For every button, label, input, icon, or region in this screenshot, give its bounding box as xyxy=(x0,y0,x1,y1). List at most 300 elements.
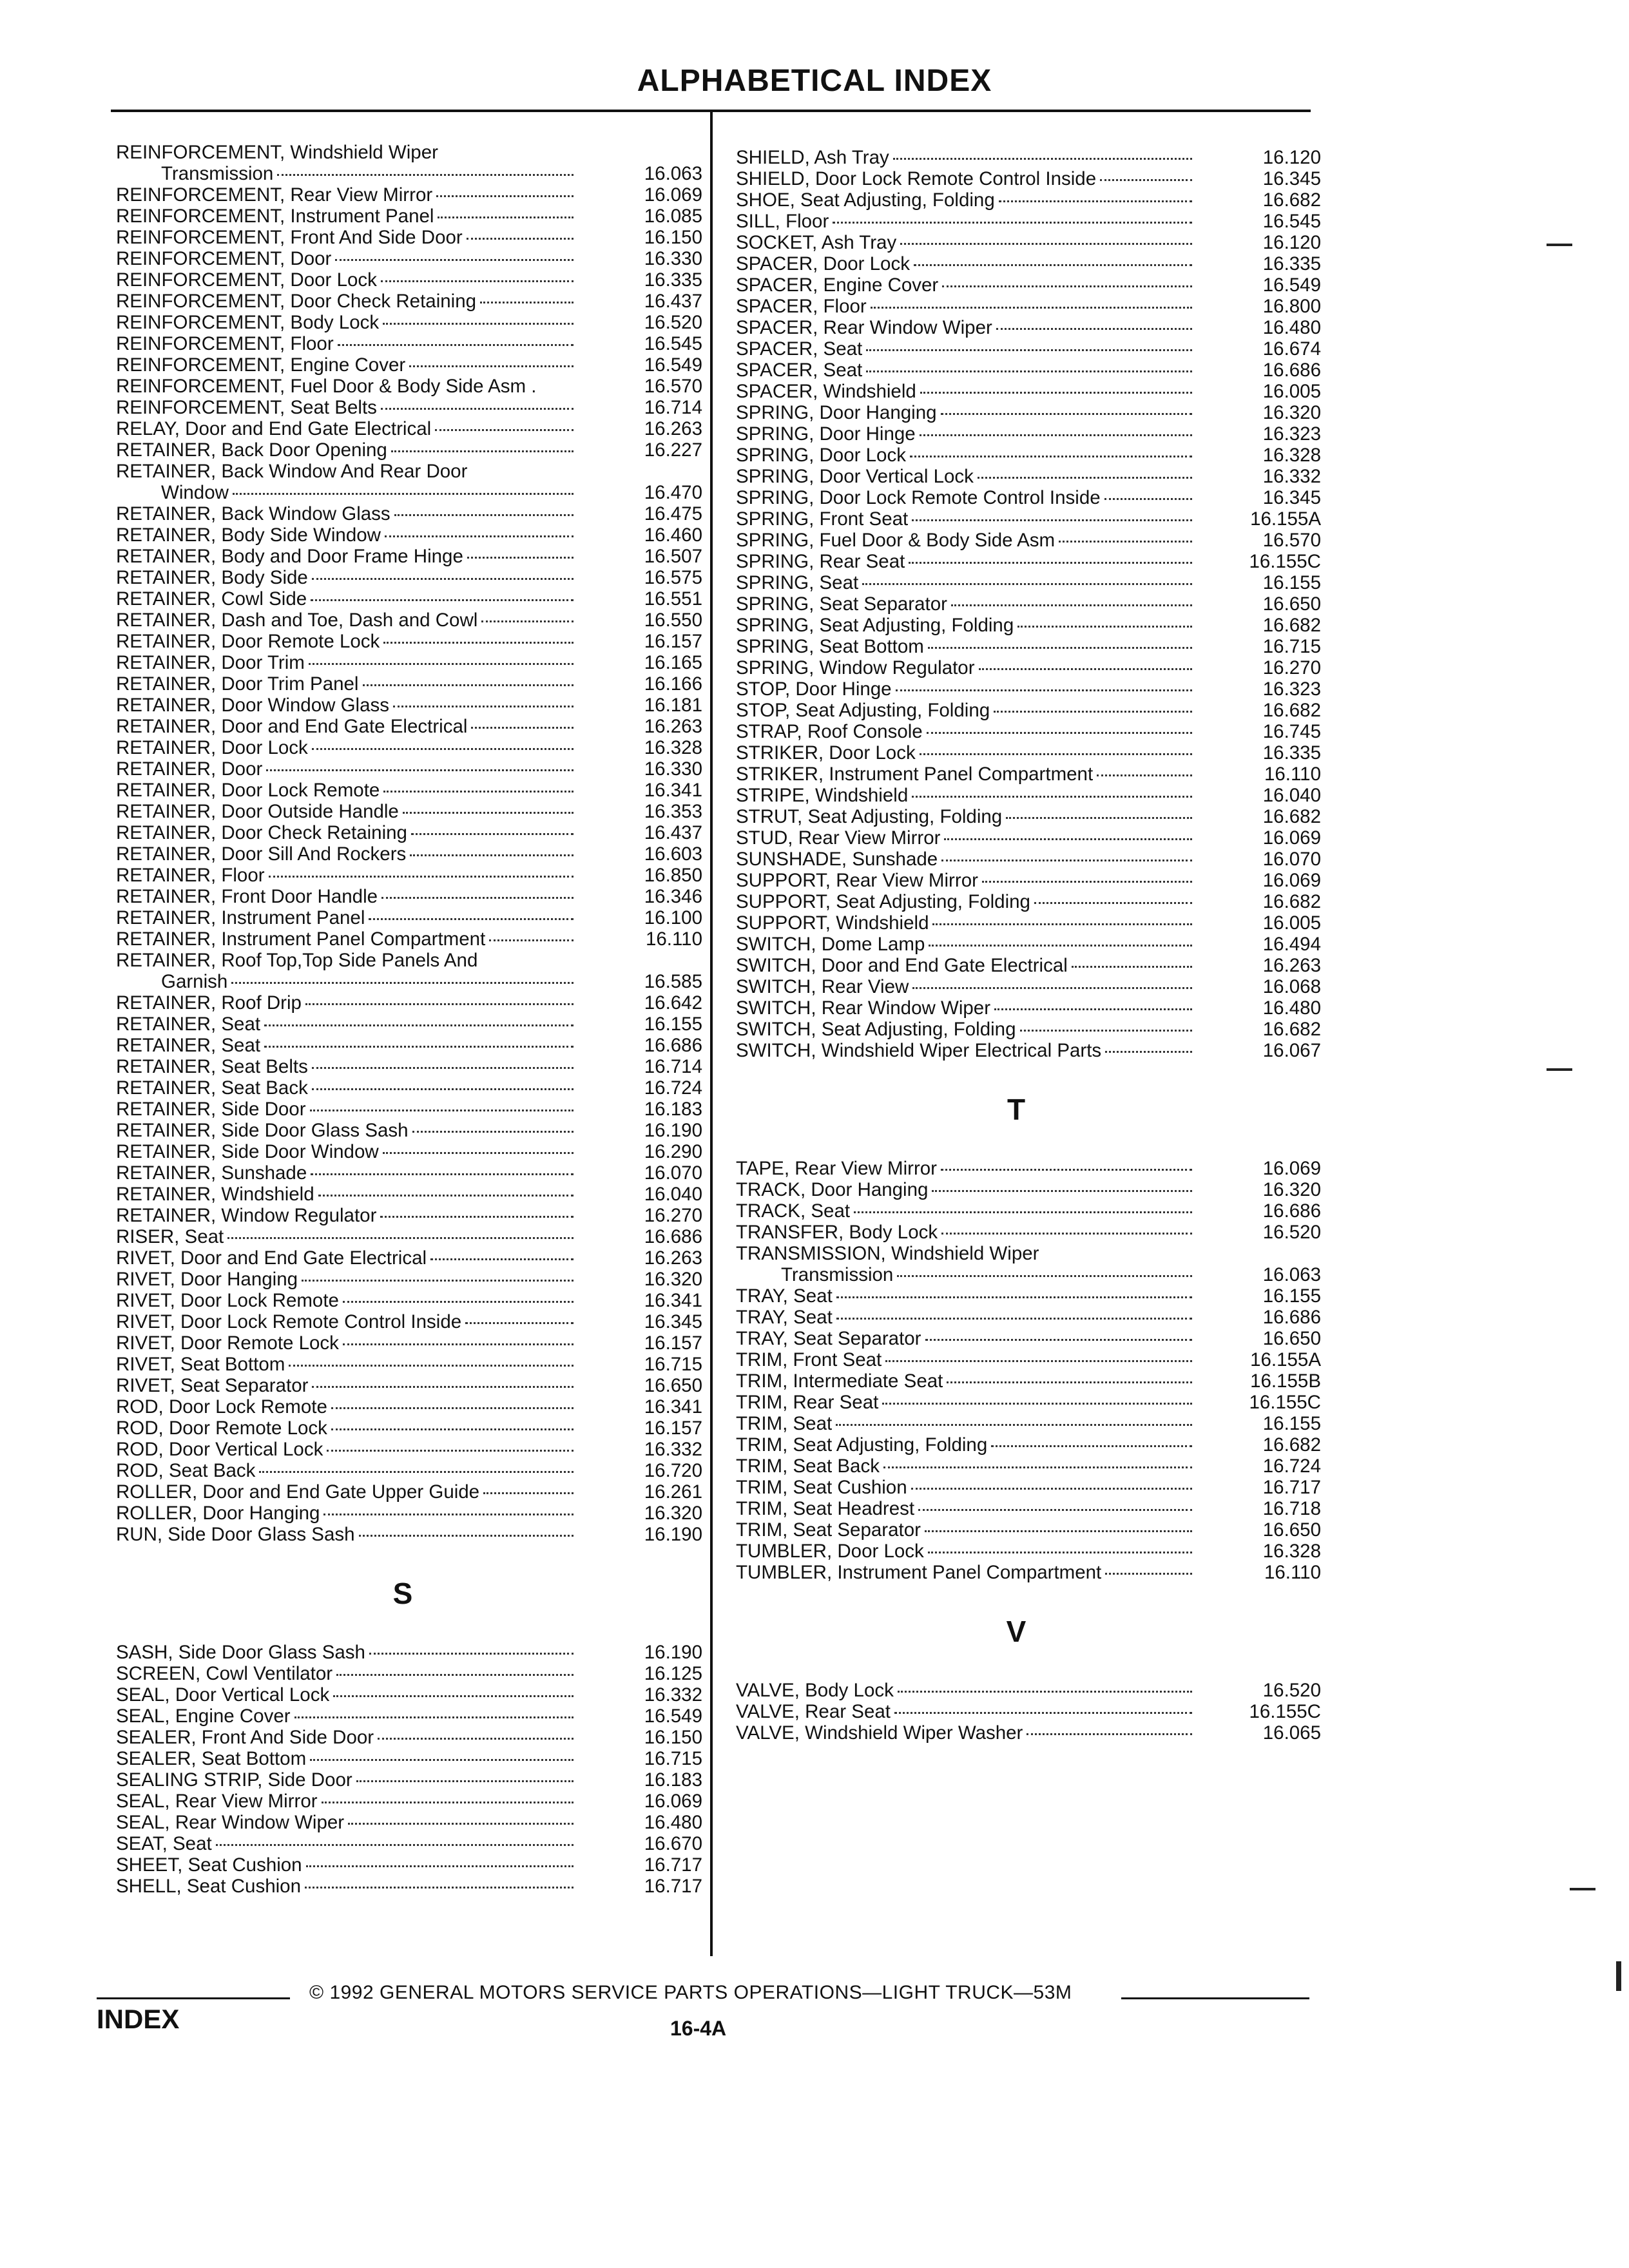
entry-name: SHIELD, Ash Tray xyxy=(736,147,889,168)
leader-dots xyxy=(897,1275,1192,1277)
index-entry xyxy=(736,1456,1321,1477)
index-entry xyxy=(736,1222,1321,1243)
entry-name: REINFORCEMENT, Front And Side Door xyxy=(116,227,463,248)
index-entry xyxy=(736,912,1321,934)
entry-name: ROD, Door Lock Remote xyxy=(116,1396,327,1418)
index-entry xyxy=(736,891,1321,912)
entry-page-ref: 16.585 xyxy=(644,971,702,992)
index-entry xyxy=(116,1332,702,1354)
footer-copyright: © 1992 GENERAL MOTORS SERVICE PARTS OPERATIONS—LIGHT TRUCK—53M xyxy=(309,1982,1072,2003)
leader-dots xyxy=(369,1653,574,1655)
entry-page-ref: 16.166 xyxy=(644,673,702,695)
entry-name: RETAINER, Seat xyxy=(116,1035,261,1056)
index-entry xyxy=(116,524,702,546)
footer-rule-left xyxy=(97,1997,290,1999)
leader-dots xyxy=(294,1716,574,1718)
entry-name: RISER, Seat xyxy=(116,1226,224,1247)
index-entry xyxy=(116,928,702,950)
entry-name: SPRING, Door Vertical Lock xyxy=(736,466,974,487)
entry-name: SCREEN, Cowl Ventilator xyxy=(116,1663,333,1684)
entry-page-ref: 16.335 xyxy=(1262,742,1321,764)
entry-name: REINFORCEMENT, Windshield Wiper xyxy=(116,142,438,163)
entry-name: SPRING, Seat xyxy=(736,572,859,593)
entry-page-ref: 16.682 xyxy=(1262,806,1321,827)
entry-page-ref: 16.040 xyxy=(644,1184,702,1205)
index-entry xyxy=(736,1158,1321,1179)
leader-dots xyxy=(277,174,574,176)
entry-page-ref: 16.069 xyxy=(644,184,702,206)
index-entry xyxy=(736,1019,1321,1040)
leader-dots xyxy=(269,876,574,878)
entry-page-ref: 16.165 xyxy=(644,652,702,673)
leader-dots xyxy=(309,663,574,665)
leader-dots xyxy=(1105,1573,1192,1575)
entry-page-ref: 16.674 xyxy=(1262,338,1321,360)
index-entry xyxy=(736,296,1321,317)
entry-page-ref: 16.155C xyxy=(1249,1701,1321,1722)
leader-dots xyxy=(947,1381,1192,1383)
leader-dots xyxy=(394,514,574,516)
index-entry xyxy=(116,801,702,822)
index-entry xyxy=(116,567,702,588)
leader-dots xyxy=(227,1237,574,1239)
entry-name: Transmission xyxy=(781,1264,894,1285)
index-entry xyxy=(736,1285,1321,1307)
entry-name: SPRING, Front Seat xyxy=(736,508,909,530)
entry-page-ref: 16.682 xyxy=(1262,1434,1321,1456)
entry-name: RETAINER, Dash and Toe, Dash and Cowl xyxy=(116,610,478,631)
leader-dots xyxy=(312,1386,574,1388)
entry-page-ref: 16.603 xyxy=(644,843,702,865)
leader-dots xyxy=(412,1131,574,1133)
index-entry xyxy=(116,950,580,971)
entry-name: SHEET, Seat Cushion xyxy=(116,1854,302,1876)
index-entry xyxy=(736,870,1321,891)
entry-name: VALVE, Windshield Wiper Washer xyxy=(736,1722,1023,1744)
leader-dots xyxy=(871,307,1192,309)
entry-name: SUNSHADE, Sunshade xyxy=(736,849,938,870)
leader-dots xyxy=(438,216,574,218)
entry-name: SPRING, Window Regulator xyxy=(736,657,975,678)
index-entry xyxy=(116,822,702,843)
footer-section-label: INDEX xyxy=(97,2004,180,2034)
index-entry xyxy=(116,1141,702,1162)
leader-dots xyxy=(380,1216,574,1218)
leader-dots xyxy=(289,1365,574,1367)
entry-page-ref: 16.155 xyxy=(644,1014,702,1035)
entry-name: RETAINER, Door Remote Lock xyxy=(116,631,380,652)
entry-name: SEALER, Front And Side Door xyxy=(116,1727,374,1748)
entry-name: SPACER, Rear Window Wiper xyxy=(736,317,992,338)
entry-page-ref: 16.682 xyxy=(1262,1019,1321,1040)
index-entry xyxy=(736,530,1321,551)
entry-name: STRIKER, Instrument Panel Compartment xyxy=(736,764,1094,785)
entry-page-ref: 16.460 xyxy=(644,524,702,546)
leader-dots xyxy=(910,456,1192,457)
index-entry xyxy=(736,168,1321,189)
entry-name: RETAINER, Body Side Window xyxy=(116,524,381,546)
entry-name: SUPPORT, Windshield xyxy=(736,912,929,934)
index-entry xyxy=(116,716,702,737)
entry-name: TRIM, Seat Back xyxy=(736,1456,880,1477)
entry-page-ref: 16.682 xyxy=(1262,891,1321,912)
entry-name: RETAINER, Door Trim Panel xyxy=(116,673,359,695)
entry-name: RETAINER, Door Check Retaining xyxy=(116,822,407,843)
index-entry xyxy=(116,397,702,418)
entry-page-ref: 16.549 xyxy=(1262,274,1321,296)
entry-page-ref: 16.437 xyxy=(644,822,702,843)
entry-page-ref: 16.270 xyxy=(1262,657,1321,678)
entry-name: SPRING, Seat Bottom xyxy=(736,636,924,657)
index-entry xyxy=(116,439,702,461)
index-entry xyxy=(116,1247,702,1269)
entry-page-ref: 16.437 xyxy=(644,291,702,312)
index-entry xyxy=(116,907,702,928)
entry-page-ref: 16.125 xyxy=(644,1663,702,1684)
leader-dots xyxy=(403,812,574,814)
leader-dots xyxy=(927,732,1192,734)
index-entry xyxy=(116,418,702,439)
leader-dots xyxy=(944,838,1192,840)
index-entry xyxy=(116,1014,702,1035)
index-entry xyxy=(736,551,1321,572)
entry-name: RETAINER, Roof Drip xyxy=(116,992,302,1014)
entry-page-ref: 16.150 xyxy=(644,1727,702,1748)
entry-name: SOCKET, Ash Tray xyxy=(736,232,897,253)
index-entry xyxy=(736,402,1321,423)
leader-dots xyxy=(941,1233,1192,1235)
leader-dots xyxy=(378,1738,574,1740)
entry-name: RETAINER, Back Door Opening xyxy=(116,439,387,461)
entry-page-ref: 16.068 xyxy=(1262,976,1321,997)
entry-name: STUD, Rear View Mirror xyxy=(736,827,941,849)
entry-name: RETAINER, Door Lock xyxy=(116,737,308,758)
entry-page-ref: 16.063 xyxy=(644,163,702,184)
index-entry xyxy=(116,503,702,524)
entry-page-ref: 16.520 xyxy=(1262,1222,1321,1243)
entry-name: SILL, Floor xyxy=(736,211,829,232)
index-entry xyxy=(736,274,1321,296)
index-entry xyxy=(736,827,1321,849)
entry-name: SEAL, Rear Window Wiper xyxy=(116,1812,345,1833)
index-entry xyxy=(116,865,702,886)
entry-name: TUMBLER, Instrument Panel Compartment xyxy=(736,1562,1102,1583)
leader-dots xyxy=(951,604,1192,606)
leader-dots xyxy=(836,1296,1192,1298)
entry-page-ref: 16.085 xyxy=(644,206,702,227)
leader-dots xyxy=(1020,1030,1193,1032)
entry-page-ref: 16.332 xyxy=(644,1684,702,1706)
entry-page-ref: 16.718 xyxy=(1262,1498,1321,1519)
entry-name: RETAINER, Front Door Handle xyxy=(116,886,378,907)
entry-name: RETAINER, Seat Belts xyxy=(116,1056,308,1077)
leader-dots xyxy=(381,280,574,282)
leader-dots xyxy=(911,1488,1192,1490)
index-entry xyxy=(116,673,702,695)
entry-page-ref: 16.545 xyxy=(1262,211,1321,232)
entry-page-ref: 16.005 xyxy=(1262,381,1321,402)
leader-dots xyxy=(331,1428,574,1430)
leader-dots xyxy=(369,918,574,920)
leader-dots xyxy=(348,1823,574,1825)
entry-name: SPACER, Floor xyxy=(736,296,867,317)
entry-name: RETAINER, Door Sill And Rockers xyxy=(116,843,407,865)
entry-page-ref: 16.155 xyxy=(1262,1285,1321,1307)
entry-name: SWITCH, Seat Adjusting, Folding xyxy=(736,1019,1016,1040)
index-entry xyxy=(736,742,1321,764)
entry-page-ref: 16.065 xyxy=(1262,1722,1321,1744)
entry-page-ref: 16.330 xyxy=(644,248,702,269)
index-entry xyxy=(116,142,580,163)
index-entry xyxy=(736,657,1321,678)
entry-name: ROD, Door Vertical Lock xyxy=(116,1439,323,1460)
leader-dots xyxy=(306,1865,574,1867)
entry-name: SPACER, Engine Cover xyxy=(736,274,939,296)
entry-page-ref: 16.155C xyxy=(1249,551,1321,572)
leader-dots xyxy=(489,939,574,941)
entry-page-ref: 16.520 xyxy=(1262,1680,1321,1701)
leader-dots xyxy=(1027,1733,1192,1735)
entry-name: TRIM, Seat Adjusting, Folding xyxy=(736,1434,988,1456)
entry-name: SPRING, Door Lock Remote Control Inside xyxy=(736,487,1101,508)
entry-page-ref: 16.724 xyxy=(1262,1456,1321,1477)
entry-page-ref: 16.717 xyxy=(1262,1477,1321,1498)
entry-name: RETAINER, Door Trim xyxy=(116,652,305,673)
leader-dots xyxy=(393,706,574,707)
entry-name: SUPPORT, Rear View Mirror xyxy=(736,870,978,891)
leader-dots xyxy=(323,1514,574,1515)
entry-name: VALVE, Rear Seat xyxy=(736,1701,891,1722)
leader-dots xyxy=(999,200,1192,202)
leader-dots xyxy=(1034,902,1192,904)
entry-page-ref: 16.686 xyxy=(1262,360,1321,381)
index-entry xyxy=(736,976,1321,997)
entry-name: TRIM, Front Seat xyxy=(736,1349,882,1370)
index-entry xyxy=(116,1226,702,1247)
entry-name: STRIKER, Door Lock xyxy=(736,742,916,764)
index-entry xyxy=(736,678,1321,700)
entry-page-ref: 16.320 xyxy=(644,1269,702,1290)
entry-name: TUMBLER, Door Lock xyxy=(736,1541,924,1562)
entry-name: RETAINER, Seat xyxy=(116,1014,261,1035)
leader-dots xyxy=(920,392,1192,394)
index-entry xyxy=(736,338,1321,360)
leader-dots xyxy=(331,1407,574,1409)
index-entry xyxy=(116,1396,702,1418)
index-entry xyxy=(116,971,702,992)
entry-page-ref: 16.550 xyxy=(644,610,702,631)
margin-mark xyxy=(1547,244,1572,246)
leader-dots xyxy=(941,1169,1192,1171)
entry-name: TAPE, Rear View Mirror xyxy=(736,1158,937,1179)
index-entry xyxy=(116,737,702,758)
leader-dots xyxy=(941,413,1192,415)
entry-name: RETAINER, Door Outside Handle xyxy=(116,801,399,822)
leader-dots xyxy=(1104,498,1192,500)
entry-name: TRIM, Intermediate Seat xyxy=(736,1370,943,1392)
index-entry xyxy=(116,1290,702,1311)
entry-page-ref: 16.335 xyxy=(1262,253,1321,274)
leader-dots xyxy=(312,1067,574,1069)
index-entry xyxy=(736,1264,1321,1285)
index-entry xyxy=(736,615,1321,636)
entry-page-ref: 16.070 xyxy=(644,1162,702,1184)
entry-page-ref: 16.480 xyxy=(644,1812,702,1833)
entry-name: STOP, Seat Adjusting, Folding xyxy=(736,700,990,721)
leader-dots xyxy=(264,1046,574,1048)
index-entry xyxy=(736,785,1321,806)
entry-name: REINFORCEMENT, Door Lock xyxy=(116,269,377,291)
index-entry xyxy=(736,1307,1321,1328)
entry-page-ref: 16.480 xyxy=(1262,317,1321,338)
index-entry xyxy=(736,381,1321,402)
entry-name: SPACER, Door Lock xyxy=(736,253,910,274)
entry-page-ref: 16.642 xyxy=(644,992,702,1014)
leader-dots xyxy=(928,647,1192,649)
index-entry xyxy=(116,1375,702,1396)
leader-dots xyxy=(1017,626,1192,628)
entry-page-ref: 16.686 xyxy=(644,1226,702,1247)
leader-dots xyxy=(481,620,574,622)
leader-dots xyxy=(231,982,574,984)
entry-name: RETAINER, Floor xyxy=(116,865,265,886)
leader-dots xyxy=(359,1535,574,1537)
entry-name: VALVE, Body Lock xyxy=(736,1680,894,1701)
entry-page-ref: 16.717 xyxy=(644,1854,702,1876)
index-entry xyxy=(116,992,702,1014)
entry-page-ref: 16.650 xyxy=(1262,593,1321,615)
index-entry xyxy=(736,1477,1321,1498)
index-entry xyxy=(116,184,702,206)
page-title: ALPHABETICAL INDEX xyxy=(637,64,992,98)
entry-page-ref: 16.320 xyxy=(1262,1179,1321,1200)
entry-name: SHELL, Seat Cushion xyxy=(116,1876,301,1897)
index-entry xyxy=(736,1541,1321,1562)
entry-name: SWITCH, Dome Lamp xyxy=(736,934,925,955)
leader-dots xyxy=(896,689,1192,691)
leader-dots xyxy=(893,158,1192,160)
entry-name: SWITCH, Rear Window Wiper xyxy=(736,997,991,1019)
entry-page-ref: 16.155C xyxy=(1249,1392,1321,1413)
entry-page-ref: 16.480 xyxy=(1262,997,1321,1019)
entry-page-ref: 16.549 xyxy=(644,354,702,376)
entry-name: TRAY, Seat Separator xyxy=(736,1328,921,1349)
index-entry xyxy=(116,1748,702,1769)
index-entry xyxy=(736,1243,1199,1264)
index-entry xyxy=(736,806,1321,827)
index-entry xyxy=(116,1035,702,1056)
entry-page-ref: 16.670 xyxy=(644,1833,702,1854)
entry-page-ref: 16.040 xyxy=(1262,785,1321,806)
entry-name: SPACER, Seat xyxy=(736,338,863,360)
entry-name: SWITCH, Windshield Wiper Electrical Parts xyxy=(736,1040,1102,1061)
entry-name: RETAINER, Door Window Glass xyxy=(116,695,390,716)
index-entry xyxy=(116,482,702,503)
entry-name: ROD, Seat Back xyxy=(116,1460,256,1481)
index-entry xyxy=(116,588,702,610)
leader-dots xyxy=(1006,817,1192,819)
entry-page-ref: 16.470 xyxy=(644,482,702,503)
entry-page-ref: 16.714 xyxy=(644,1056,702,1077)
entry-name: RETAINER, Side Door xyxy=(116,1099,306,1120)
leader-dots xyxy=(264,1024,574,1026)
leader-dots xyxy=(343,1343,574,1345)
entry-name: TRACK, Seat xyxy=(736,1200,851,1222)
index-entry xyxy=(736,1413,1321,1434)
index-entry xyxy=(116,1791,702,1812)
leader-dots xyxy=(912,987,1192,989)
leader-dots xyxy=(305,1003,574,1005)
entry-page-ref: 16.353 xyxy=(644,801,702,822)
margin-mark xyxy=(1616,1961,1621,1991)
entry-name: RUN, Side Door Glass Sash xyxy=(116,1524,355,1545)
leader-dots xyxy=(333,1695,574,1697)
entry-name: TRACK, Door Hanging xyxy=(736,1179,929,1200)
index-entry xyxy=(116,227,702,248)
index-entry xyxy=(116,1663,702,1684)
index-entry xyxy=(736,1392,1321,1413)
index-entry xyxy=(116,1642,702,1663)
entry-page-ref: 16.345 xyxy=(1262,168,1321,189)
entry-name: ROLLER, Door and End Gate Upper Guide xyxy=(116,1481,480,1503)
leader-dots xyxy=(866,370,1192,372)
entry-page-ref: 16.155 xyxy=(1262,1413,1321,1434)
entry-page-ref: 16.717 xyxy=(644,1876,702,1897)
entry-name: SWITCH, Rear View xyxy=(736,976,909,997)
leader-dots xyxy=(912,796,1192,798)
entry-name: REINFORCEMENT, Rear View Mirror xyxy=(116,184,433,206)
leader-dots xyxy=(925,1530,1192,1532)
entry-name: SEAL, Rear View Mirror xyxy=(116,1791,318,1812)
entry-name: RETAINER, Back Window Glass xyxy=(116,503,390,524)
index-entry xyxy=(736,232,1321,253)
leader-dots xyxy=(994,1008,1192,1010)
leader-dots xyxy=(932,923,1192,925)
leader-dots xyxy=(318,1195,574,1196)
entry-page-ref: 16.069 xyxy=(1262,1158,1321,1179)
entry-name: SPRING, Rear Seat xyxy=(736,551,905,572)
leader-dots xyxy=(900,243,1192,245)
index-entry xyxy=(736,1519,1321,1541)
index-entry xyxy=(116,1684,702,1706)
leader-dots xyxy=(216,1844,574,1846)
leader-dots xyxy=(883,1466,1192,1468)
index-entry xyxy=(116,376,702,397)
entry-name: TRIM, Rear Seat xyxy=(736,1392,879,1413)
entry-page-ref: 16.070 xyxy=(1262,849,1321,870)
leader-dots xyxy=(410,854,574,856)
entry-page-ref: 16.507 xyxy=(644,546,702,567)
entry-name: RETAINER, Seat Back xyxy=(116,1077,308,1099)
leader-dots xyxy=(483,1492,574,1494)
entry-name: STRAP, Roof Console xyxy=(736,721,923,742)
index-entry xyxy=(116,1812,702,1833)
entry-name: RIVET, Door Remote Lock xyxy=(116,1332,339,1354)
entry-name: SEAL, Door Vertical Lock xyxy=(116,1684,330,1706)
entry-page-ref: 16.063 xyxy=(1262,1264,1321,1285)
entry-name: RETAINER, Body Side xyxy=(116,567,308,588)
leader-dots xyxy=(436,195,574,197)
index-entry xyxy=(116,546,702,567)
index-column-right xyxy=(736,147,1335,1744)
entry-page-ref: 16.549 xyxy=(644,1706,702,1727)
entry-name: RETAINER, Instrument Panel Compartment xyxy=(116,928,486,950)
leader-dots xyxy=(266,769,574,771)
leader-dots xyxy=(932,1190,1192,1192)
entry-page-ref: 16.335 xyxy=(644,269,702,291)
index-entry xyxy=(116,1311,702,1332)
index-column-left xyxy=(116,142,715,1897)
